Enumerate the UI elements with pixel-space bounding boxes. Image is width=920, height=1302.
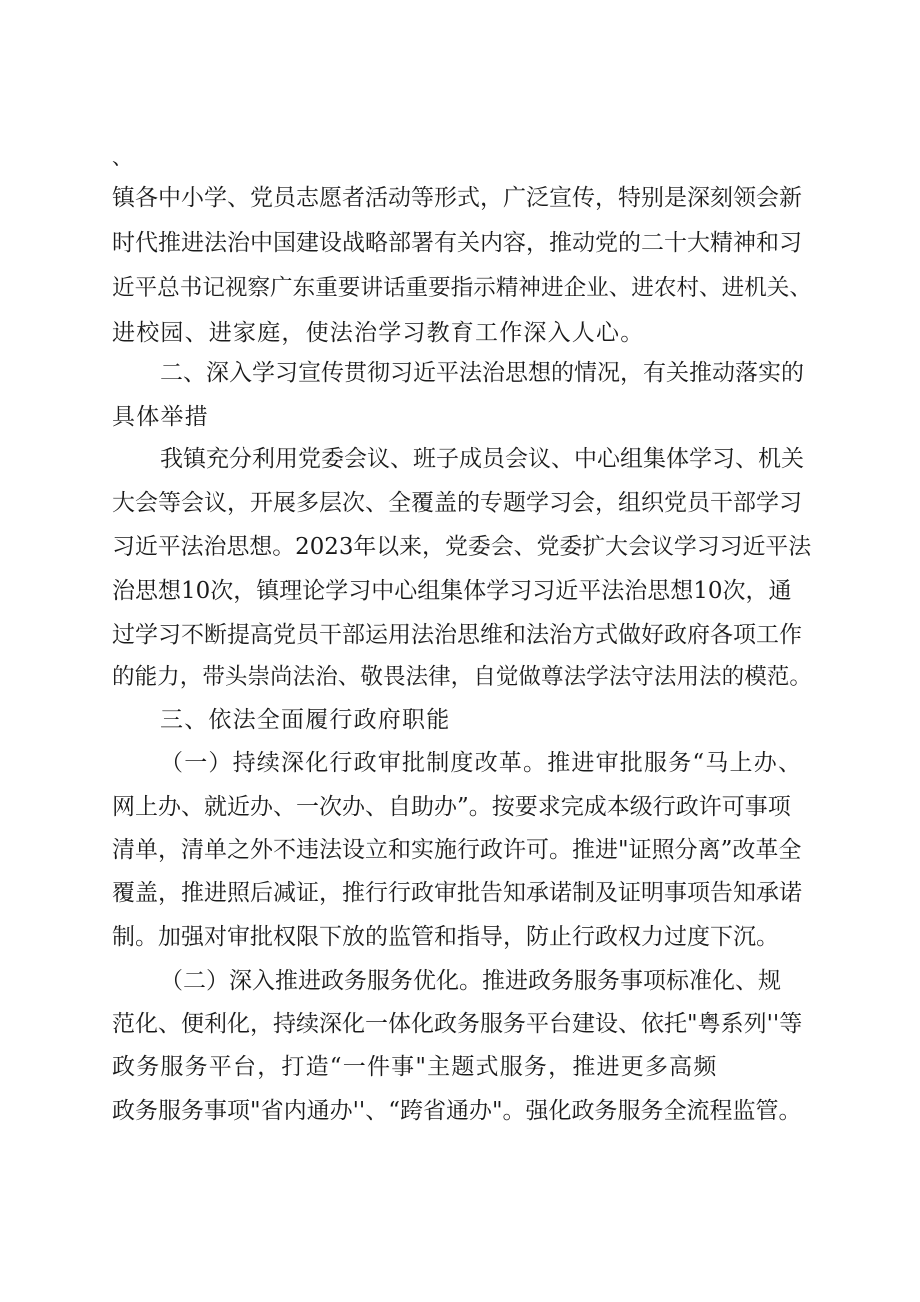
paragraph-line: 的能力，带头崇尚法治、敬畏法律，自觉做尊法学法守法用法的模范。 [112,664,812,690]
paragraph-line: 范化、便利化，持续深化一体化政务服务平台建设、依托"粤系列''等 [112,1011,803,1037]
paragraph-line: 进校园、进家庭，使法治学习教育工作深入人心。 [112,320,645,346]
paragraph-line: 习近平法治思想。2023年以来，党委会、党委扩大会议学习习近平法 [112,534,812,560]
section-heading: 具体举措 [112,404,209,430]
paragraph-line: 政务服务事项"省内通办''、“跨省通办"。强化政务服务全流程监管。 [112,1098,802,1124]
paragraph-line: 政务服务平台，打造“一件事"主题式服务，推进更多高频 [112,1054,718,1080]
paragraph-line: （一）持续深化行政审批制度改革。推进审批服务“马上办、 [160,750,803,776]
paragraph-line: （二）深入推进政务服务优化。推进政务服务事项标准化、规 [160,968,781,994]
paragraph-line: 网上办、就近办、一次办、自助办”。按要求完成本级行政许可事项 [112,794,791,820]
paragraph-line: 制。加强对审批权限下放的监管和指导，防止行政权力过度下沉。 [112,924,779,950]
paragraph-line: 我镇充分利用党委会议、班子成员会议、中心组集体学习、机关 [160,446,804,472]
paragraph-line: 镇各中小学、党员志愿者活动等形式，广泛宣传，特别是深刻领会新 [112,185,802,211]
section-heading: 二、深入学习宣传贯彻习近平法治思想的情况，有关推动落实的 [160,360,804,386]
stray-mark: 、 [112,145,132,169]
paragraph-line: 治思想10次，镇理论学习中心组集体学习习近平法治思想10次，通 [112,578,792,604]
paragraph-line: 覆盖，推进照后减证，推行行政审批告知承诺制及证明事项告知承诺 [112,880,802,906]
paragraph-line: 大会等会议，开展多层次、全覆盖的专题学习会，组织党员干部学习 [112,490,802,516]
paragraph-line: 过学习不断提高党员干部运用法治思维和法治方式做好政府各项工作 [112,622,802,648]
section-heading: 三、依法全面履行政府职能 [160,707,451,733]
paragraph-line: 时代推进法治中国建设战略部署有关内容，推动党的二十大精神和习 [112,230,802,256]
paragraph-line: 清单，清单之外不违法设立和实施行政许可。推进"证照分离”改革全 [112,837,802,863]
paragraph-line: 近平总书记视察广东重要讲话重要指示精神进企业、进农村、进机关、 [112,275,812,301]
